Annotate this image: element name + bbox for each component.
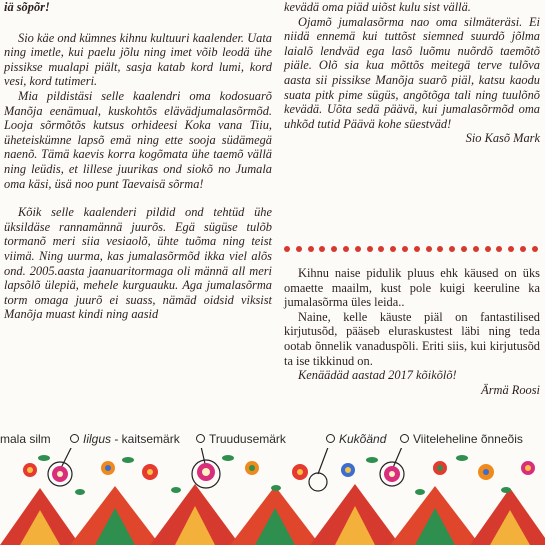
divider-dot [402,246,408,252]
embroidery-border [0,448,545,545]
paragraph-right-1: Ojamõ jumalasõrma nao oma silmäteräsi. Ei niidä ennemä kui tuttõst siemned suurdõ jõlma laialõ lendväd ega lasõ luõmu nuõrdõ taemõtõ piäle. Olõ sia kua mõttõs meitegä terve tulõva aasta sii pissikse Manõja suarõ piäl, katsu kaodu suata pitk pime sügüs, angõtõga tali ning tuulõnõ kevädä. Uõta sedä päävä, kui jumalasõrmõd oma uhkõd tutid Päävä kohe süestväd! [284,14,540,131]
legend-item-1: mala silm [0,432,51,446]
legend-item-5: Viiteleheline õnneõis [400,432,523,446]
divider-dot [449,246,455,252]
divider-dot [532,246,538,252]
ring-icon [326,434,335,443]
signature-mark: Sio Kasõ Mark [465,131,540,146]
right-column [284,0,540,146]
paragraph-right-continuation: kevädä oma piäd uiõst kulu sist vällä. [284,0,471,14]
divider-dot [437,246,443,252]
divider-dot [496,246,502,252]
divider-dot [378,246,384,252]
legend-item-3: Truudusemärk [196,432,286,446]
divider-dot [367,246,373,252]
divider-dot [485,246,491,252]
divider-dot [520,246,526,252]
ring-icon [70,434,79,443]
divider-dot [426,246,432,252]
divider-dot [461,246,467,252]
left-column [4,0,272,322]
right-column-lower [284,266,540,397]
legend-item-4: Kukõänd [326,432,386,446]
divider-dot [343,246,349,252]
paragraph-right-2: Kihnu naise pidulik pluus ehk käused on üks omaette maailm, kust pole kuigi keeruline ka jumalasõrma üles leida.. [284,266,540,310]
divider-dot [508,246,514,252]
signature-roosi: Ärmä Roosi [481,382,540,397]
divider-dot [284,246,290,252]
paragraph-left-1: Sio käe ond kümnes kihnu kultuuri kaalender. Uata ning imetle, kui paelu jõlu ning imet võib leodä ühe pissikse mualapi piält, sasja katab kord lumi, kord vesi, kord tutimeri. [4,30,272,89]
divider-dot [319,246,325,252]
greeting-header: iä sõpõr! [4,0,50,14]
ring-icon [400,434,409,443]
pattern-legend [0,432,545,448]
paragraph-left-2: Mia pildistäsi selle kaalendri oma kodosuarõ Manõja eenämual, kuskohtõs elävädjumalasõrmõd. Looja sõrmõtõs kutsus orhideesi Koka vana Tiiu, üheteiskümne lapsõ emä ning ette sooja südämegä naenõ. Tämä kaevis korra kogõmata ühe taemõ vällä ning leüdis, et lillese juurikas ond siokõ no Jumala oma käsi, üsä noo punt Taevaisä sõrma! [4,88,272,191]
divider-dot [296,246,302,252]
divider-dot [308,246,314,252]
divider-dot [473,246,479,252]
paragraph-left-3: Kõik selle kaalenderi pildid ond tehtüd ühe üksildäse rannamännä juurõs. Egä sügüse tulõb tormanõ meri siia vesiaolõ, ühte tuõma ning teist viimä. Ning uurma, kas jumalasõrmõd ikka viel alõs ond. 2005.aasta jaanuaritormaga oli männä all meri lapsõlõ ülepiä, mehele kurguauku. Aga jumalasõrma torm omaga juurõ ei suass, nämäd oidsid viksist Manõja muast kindi ning aasid [4,205,272,322]
divider-dot [390,246,396,252]
divider-dot [414,246,420,252]
legend-item-2: Iilgus - kaitsemärk [70,432,180,446]
paragraph-right-3: Naine, kelle käuste piäl on fantastilised kirjutusõd, pääseb eluraskustest läbi ning teda ootab õnnelik vanaduspõli. Eriti siis, kui kirjutusõd ta ise tikkinud on. [284,309,540,368]
new-year-wish: Kenäädäd aastad 2017 kõikõlõ! [298,368,457,383]
dotted-divider [284,246,542,256]
divider-dot [355,246,361,252]
divider-dot [331,246,337,252]
ring-icon [196,434,205,443]
